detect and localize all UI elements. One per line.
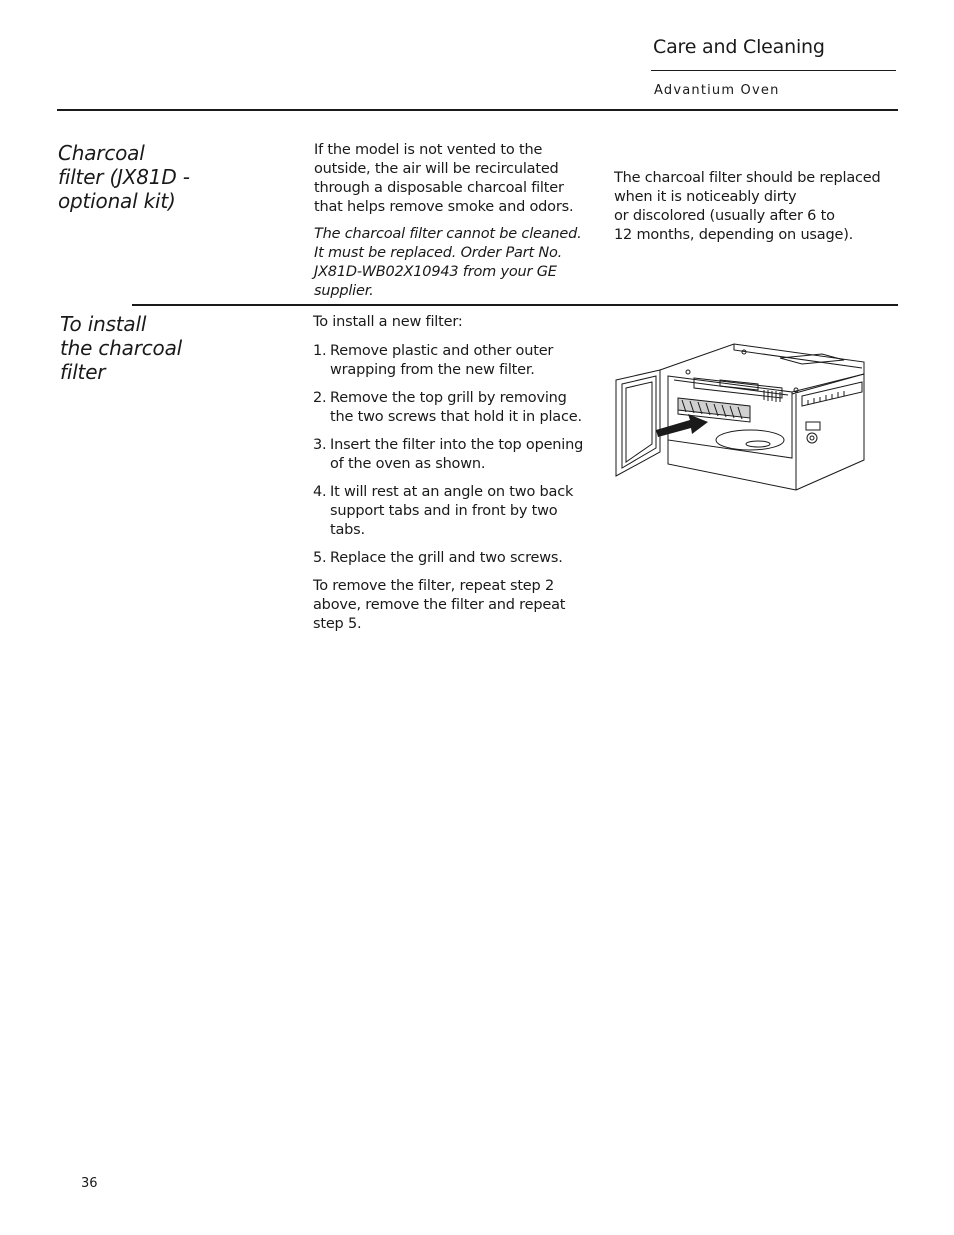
- step-number: 2.: [313, 390, 327, 406]
- cannot-clean-note: The charcoal filter cannot be cleaned. It must be replaced. Order Part No. JX81D-WB02X10943 from your GE supplier.: [314, 226, 582, 299]
- remove-filter-paragraph: To remove the filter, repeat step 2 above, remove the filter and repeat step 5.: [313, 578, 566, 632]
- oven-filter-insertion-icon: [612, 340, 868, 496]
- step-text: Remove the top grill by removing the two screws that hold it in place.: [330, 390, 582, 425]
- step-text: Replace the grill and two screws.: [330, 550, 563, 566]
- list-item: [313, 549, 593, 568]
- list-item: [313, 389, 593, 427]
- vent-paragraph: If the model is not vented to the outside, the air will be recirculated through a disposable charcoal filter that helps remove smoke and odors.: [314, 142, 574, 215]
- install-intro: To install a new filter:: [313, 314, 463, 330]
- header-divider: [651, 70, 896, 71]
- step-text: Insert the filter into the top opening of the oven as shown.: [330, 437, 584, 472]
- step-number: 1.: [313, 343, 327, 359]
- charcoal-filter-heading: Charcoal filter (JX81D - optional kit): [58, 141, 190, 213]
- section-divider: [132, 304, 898, 306]
- step-text: It will rest at an angle on two back support tabs and in front by two tabs.: [330, 484, 574, 538]
- step-number: 5.: [313, 550, 327, 566]
- product-name: Advantium Oven: [654, 83, 780, 98]
- section-title: Care and Cleaning: [653, 36, 825, 58]
- top-divider: [57, 109, 898, 111]
- install-steps: [313, 342, 593, 568]
- step-number: 3.: [313, 437, 327, 453]
- replacement-paragraph: The charcoal filter should be replaced when it is noticeably dirty or discolored (usually after 6 to 12 months, depending on usage).: [614, 170, 881, 243]
- install-instructions: [313, 313, 593, 642]
- list-item: [313, 436, 593, 474]
- list-item: [313, 342, 593, 380]
- charcoal-filter-description: [314, 141, 592, 309]
- page-number: 36: [81, 1176, 98, 1191]
- step-number: 4.: [313, 484, 327, 500]
- install-filter-heading: To install the charcoal filter: [60, 312, 182, 384]
- step-text: Remove plastic and other outer wrapping from the new filter.: [330, 343, 554, 378]
- oven-filter-illustration: [612, 340, 868, 496]
- list-item: [313, 483, 593, 540]
